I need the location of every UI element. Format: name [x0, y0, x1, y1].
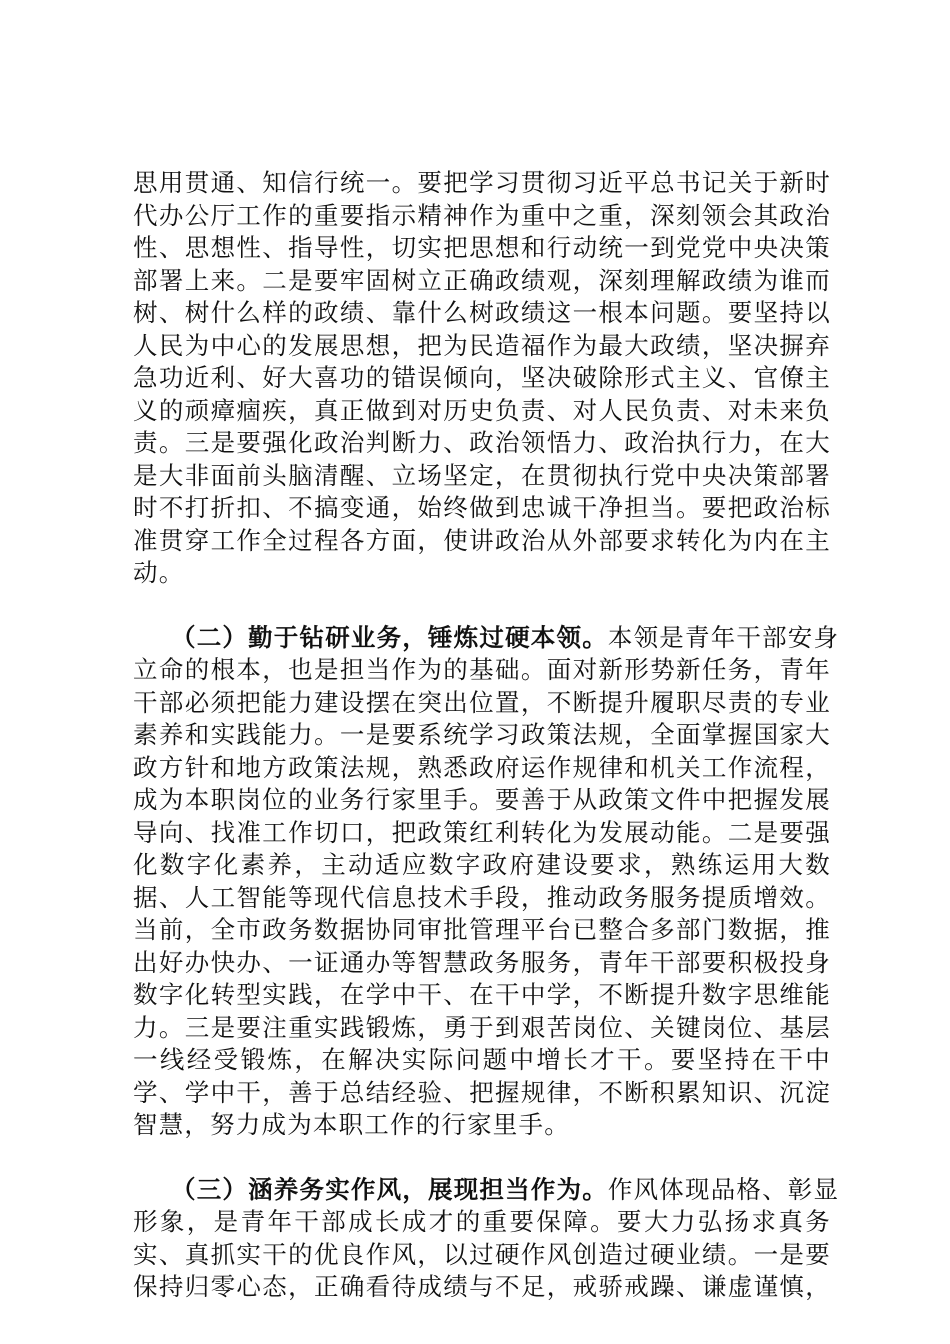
- paragraph-2: [133, 622, 840, 1142]
- text-line: 是大非面前头脑清醒、立场坚定，在贯彻执行党中央决策部署: [133, 460, 831, 490]
- text-line: 干部必须把能力建设摆在突出位置，不断提升履职尽责的专业: [133, 687, 831, 717]
- text-line: 动。: [133, 558, 185, 587]
- text-line: 实、真抓实干的优良作风，以过硬作风创造过硬业绩。一是要: [133, 1239, 831, 1269]
- text-line: 化数字化素养，主动适应数字政府建设要求，熟练运用大数: [133, 850, 831, 879]
- text-line: 一线经受锻炼，在解决实际问题中增长才干。要坚持在干中: [133, 1045, 831, 1074]
- text-line: 保持归零心态，正确看待成绩与不足，戒骄戒躁、谦虚谨慎，: [133, 1272, 831, 1301]
- text-line: 性、思想性、指导性，切实把思想和行动统一到党党中央决策: [133, 233, 831, 262]
- text-line: 成为本职岗位的业务行家里手。要善于从政策文件中把握发展: [133, 785, 831, 814]
- section-heading: （三）涵养务实作风，展现担当作为。: [171, 1174, 608, 1204]
- text-line: 树、树什么样的政绩、靠什么树政绩这一根本问题。要坚持以: [133, 298, 831, 327]
- text-line: 立命的根本，也是担当作为的基础。面对新形势新任务，青年: [133, 655, 831, 684]
- text-line: [133, 622, 840, 655]
- text-run: 本领是青年干部安身: [607, 622, 840, 652]
- text-line: 出好办快办、一证通办等智慧政务服务，青年干部要积极投身: [133, 947, 831, 977]
- paragraph-1: [133, 167, 831, 590]
- paragraph-3: [133, 1174, 840, 1304]
- paragraph-spacer: [133, 590, 831, 622]
- text-line: 人民为中心的发展思想，把为民造福作为最大政绩，坚决摒弃: [133, 330, 831, 360]
- text-line: 思用贯通、知信行统一。要把学习贯彻习近平总书记关于新时: [133, 168, 831, 197]
- text-line: 力。三是要注重实践锻炼，勇于到艰苦岗位、关键岗位、基层: [133, 1012, 831, 1042]
- text-line: 部署上来。二是要牢固树立正确政绩观，深刻理解政绩为谁而: [133, 265, 831, 295]
- text-line: 数字化转型实践，在学中干、在干中学，不断提升数字思维能: [133, 980, 831, 1009]
- text-line: 导向、找准工作切口，把政策红利转化为发展动能。二是要强: [133, 817, 831, 847]
- text-line: 智慧，努力成为本职工作的行家里手。: [133, 1110, 570, 1139]
- text-line: 代办公厅工作的重要指示精神作为重中之重，深刻领会其政治: [133, 200, 831, 230]
- text-line: 当前，全市政务数据协同审批管理平台已整合多部门数据，推: [133, 915, 831, 944]
- text-line: 时不打折扣、不搞变通，始终做到忠诚干净担当。要把政治标: [133, 493, 831, 522]
- text-run: 作风体现品格、彰显: [607, 1174, 840, 1204]
- text-line: 形象，是青年干部成长成才的重要保障。要大力弘扬求真务: [133, 1207, 831, 1236]
- text-line: 学、学中干，善于总结经验、把握规律，不断积累知识、沉淀: [133, 1077, 831, 1107]
- paragraph-spacer: [133, 1142, 831, 1174]
- text-line: [133, 1174, 840, 1207]
- text-line: 据、人工智能等现代信息技术手段，推动政务服务提质增效。: [133, 882, 831, 912]
- section-heading: （二）勤于钻研业务，锤炼过硬本领。: [171, 622, 608, 652]
- document-page: [133, 167, 840, 1304]
- text-line: 责。三是要强化政治判断力、政治领悟力、政治执行力，在大: [133, 428, 831, 457]
- text-line: 准贯穿工作全过程各方面，使讲政治从外部要求转化为内在主: [133, 525, 831, 555]
- text-line: 急功近利、好大喜功的错误倾向，坚决破除形式主义、官僚主: [133, 363, 831, 392]
- text-line: 政方针和地方政策法规，熟悉政府运作规律和机关工作流程，: [133, 752, 831, 782]
- text-line: 义的顽瘴痼疾，真正做到对历史负责、对人民负责、对未来负: [133, 395, 831, 425]
- text-line: 素养和实践能力。一是要系统学习政策法规，全面掌握国家大: [133, 720, 831, 749]
